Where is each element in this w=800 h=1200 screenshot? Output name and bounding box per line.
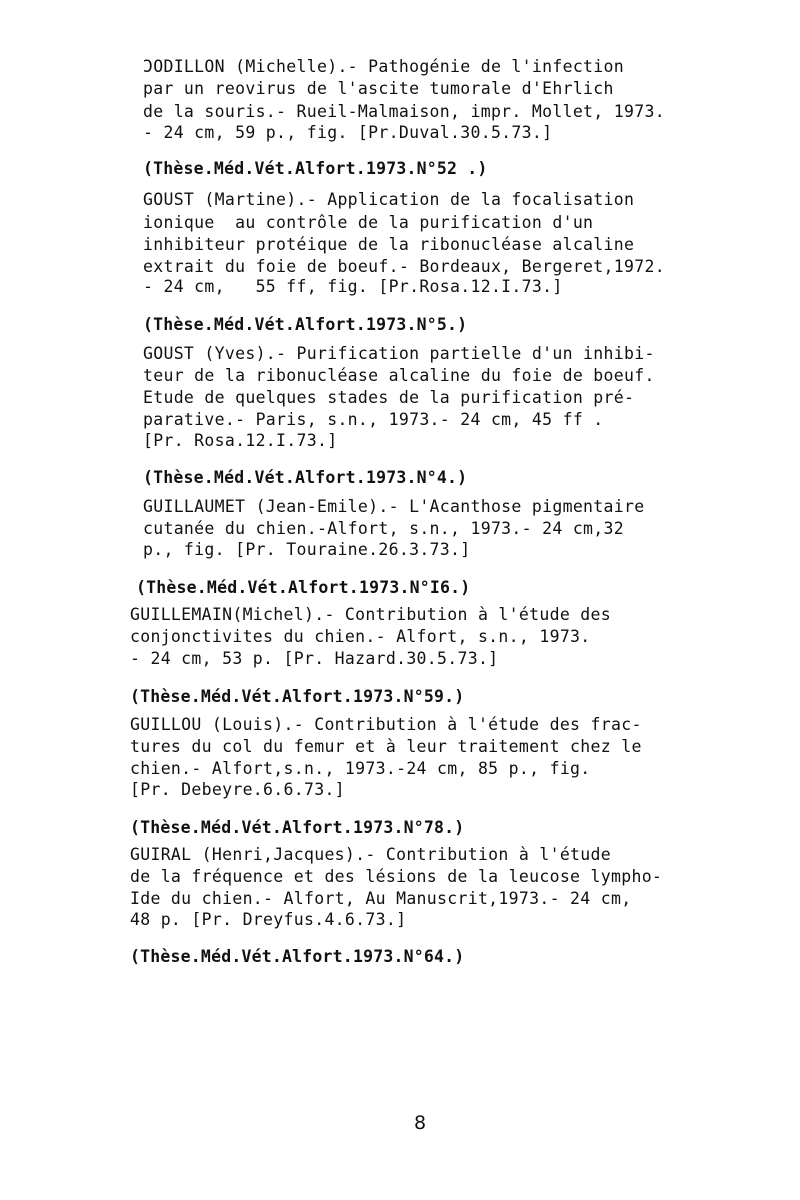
entry-line: ƆODILLON (Michelle).- Pathogénie de l'infection (143, 57, 624, 76)
entry-line: parative.- Paris, s.n., 1973.- 24 cm, 45 ff . (143, 410, 604, 429)
entry-line: GUILLEMAIN(Michel).- Contribution à l'étude des (130, 605, 611, 624)
thesis-reference: (Thèse.Méd.Vét.Alfort.1973.N°5.) (143, 315, 468, 334)
thesis-reference: (Thèse.Méd.Vét.Alfort.1973.N°78.) (130, 818, 465, 837)
thesis-reference: (Thèse.Méd.Vét.Alfort.1973.N°64.) (130, 947, 465, 966)
thesis-reference: (Thèse.Méd.Vét.Alfort.1973.N°52 .) (143, 159, 488, 178)
entry-line: GUILLAUMET (Jean-Emile).- L'Acanthose pigmentaire (143, 497, 645, 516)
entry-line: par un reovirus de l'ascite tumorale d'Ehrlich (143, 79, 614, 98)
entry-line: conjonctivites du chien.- Alfort, s.n., 1973. (130, 627, 591, 646)
entry-line: extrait du foie de boeuf.- Bordeaux, Bergeret,1972. (143, 257, 665, 276)
entry-line: teur de la ribonucléase alcaline du foie de boeuf. (143, 366, 655, 385)
entry-line: - 24 cm, 53 p. [Pr. Hazard.30.5.73.] (130, 649, 499, 668)
entry-line: GOUST (Yves).- Purification partielle d'un inhibi- (143, 344, 655, 363)
thesis-reference: (Thèse.Méd.Vét.Alfort.1973.N°4.) (143, 468, 468, 487)
entry-line: chien.- Alfort,s.n., 1973.-24 cm, 85 p., fig. (130, 759, 591, 778)
entry-line: 48 p. [Pr. Dreyfus.4.6.73.] (130, 910, 407, 929)
entry-line: Etude de quelques stades de la purification pré- (143, 388, 635, 407)
entry-line: ionique au contrôle de la purification d'un (143, 213, 594, 232)
entry-line: Ide du chien.- Alfort, Au Manuscrit,1973.- 24 cm, (130, 889, 632, 908)
thesis-reference: (Thèse.Méd.Vét.Alfort.1973.N°I6.) (136, 578, 471, 597)
entry-line: de la fréquence et des lésions de la leucose lympho- (130, 867, 663, 886)
thesis-reference: (Thèse.Méd.Vét.Alfort.1973.N°59.) (130, 687, 465, 706)
entry-line: tures du col du femur et à leur traitement chez le (130, 737, 642, 756)
page-number: 8 (414, 1112, 427, 1134)
entry-line: cutanée du chien.-Alfort, s.n., 1973.- 24 cm,32 (143, 519, 624, 538)
entry-line: GUIRAL (Henri,Jacques).- Contribution à l'étude (130, 845, 611, 864)
entry-line: [Pr. Rosa.12.I.73.] (143, 431, 338, 450)
entry-line: [Pr. Debeyre.6.6.73.] (130, 780, 345, 799)
entry-line: - 24 cm, 55 ff, fig. [Pr.Rosa.12.I.73.] (143, 277, 563, 296)
entry-line: p., fig. [Pr. Touraine.26.3.73.] (143, 540, 471, 559)
entry-line: inhibiteur protéique de la ribonucléase alcaline (143, 235, 635, 254)
entry-line: GUILLOU (Louis).- Contribution à l'étude des frac- (130, 715, 642, 734)
entry-line: de la souris.- Rueil-Malmaison, impr. Mollet, 1973. (143, 102, 665, 121)
entry-line: GOUST (Martine).- Application de la focalisation (143, 190, 635, 209)
entry-line: - 24 cm, 59 p., fig. [Pr.Duval.30.5.73.] (143, 123, 553, 142)
